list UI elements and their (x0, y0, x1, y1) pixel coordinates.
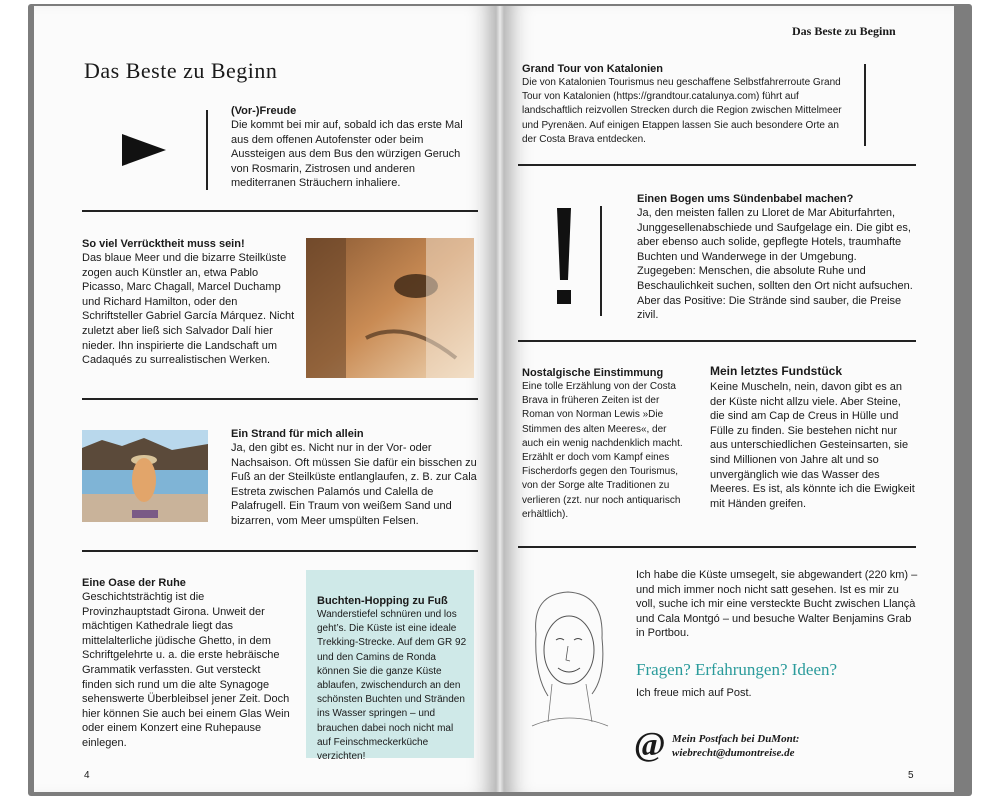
book-spine (496, 6, 504, 792)
section-heading: Einen Bogen ums Sündenbabel machen? (637, 193, 854, 205)
divider-vertical (206, 110, 208, 190)
beach-photo (82, 430, 208, 522)
right-page (504, 6, 954, 792)
section-heading: Ein Strand für mich allein (231, 428, 364, 440)
at-icon: @ (634, 726, 666, 763)
play-arrow-icon (122, 134, 166, 166)
tip-box (306, 570, 474, 763)
divider-vertical (864, 64, 866, 146)
section-text: Die kommt bei mir auf, sobald ich das erste Mal aus dem offenen Autofenster oder beim Aussteigen aus dem Bus den würzigen Geruch von Rosmarin, Zistrosen und anderen mediterranen Sträuchern inhaliere. (231, 119, 463, 190)
section-text: Eine tolle Erzählung von der Costa Brava in früheren Zeiten ist der Roman von Norman Lewis »Die Stimmen des alten Meeres«, der auch ein wenig nachdenklich macht. Erzählt er doch vom Kampf eines Fischerdorfs gegen den Tourismus, von der Sorge alte Traditionen zu verlieren (zzt. nur noch antiquarisch erhältlich). (522, 381, 683, 520)
author-text: Ich habe die Küste umsegelt, sie abgewandert (220 km) – und mich immer noch nicht satt gesehen. Ist es mir zu voll, suche ich mir eine versteckte Bucht zwischen Llançà und Cala Montgó – und besuche Walter Benjamins Grab in Portbou. (636, 569, 918, 640)
section-heading: So viel Verrücktheit muss sein! (82, 238, 245, 250)
section-text: Keine Muscheln, nein, davon gibt es an der Küste nicht allzu viele. Aber Steine, die sind am Cap de Creus in Hülle und Fülle zu finden. Sie bestehen nicht nur aus unterschiedlichen Gesteinsarten, sie sind Millionen von Jahre alt und so unvergänglich wie das Wasser des Meeres. Es ist, als könnte ich die Ewigkeit mit Händen greifen. (710, 381, 915, 510)
mail-label: Mein Postfach bei DuMont: (672, 733, 800, 745)
section-heading: Grand Tour von Katalonien (522, 63, 663, 75)
divider (518, 340, 916, 342)
divider (518, 164, 916, 166)
divider (82, 398, 478, 400)
section-text: Das blaue Meer und die bizarre Steilküste zogen auch Künstler an, etwa Pablo Picasso, Marc Chagall, Marcel Duchamp und Richard Hamilton, oder den Schriftsteller Gabriel García Márquez. Nicht zuletzt aber ließ sich Salvador Dalí hier nieder. Ihn inspirierte die Landschaft um Cadaqués zu surrealistischen Werken. (82, 252, 295, 367)
page-number: 4 (84, 770, 90, 781)
divider (82, 550, 478, 552)
divider (518, 546, 916, 548)
contact-reply: Ich freue mich auf Post. (636, 687, 752, 699)
dali-photo (306, 238, 474, 378)
section-heading: (Vor-)Freude (231, 105, 297, 117)
tip-heading: Buchten-Hopping zu Fuß (317, 595, 448, 607)
page-title: Das Beste zu Beginn (84, 58, 278, 83)
contact-question: Fragen? Erfahrungen? Ideen? (636, 660, 838, 679)
exclamation-icon (554, 208, 574, 308)
section-text: Geschichtsträchtig ist die Provinzhauptstadt Girona. Unweit der mächtigen Kathedrale liegt das mittelalterliche jüdische Ghetto, in dem Schriftgelehrte u. a. die erste hebräische Grammatik verfassten. Gut versteckt finden sich rund um die alte Synagoge sehenswerte Überbleibsel jener Zeit. Doch hier können Sie auch bei einem Glas Wein oder einem Konzert eine Ruhepause einlegen. (82, 591, 290, 749)
divider-vertical (600, 206, 602, 316)
tip-text: Wanderstiefel schnüren und los geht’s. Die Küste ist eine ideale Trekking-Strecke. Auf dem GR 92 und den Camins de Ronda können Sie die ganze Küste ablaufen, zwischendurch an den schönsten Buchten und Stränden ins Wasser springen – und brauchen dabei noch nicht mal auf Feinschmeckerküche verzichten! (317, 609, 467, 763)
left-page (34, 6, 496, 792)
section-text: Ja, den meisten fallen zu Lloret de Mar Abiturfahrten, Junggesellenabschiede und Saufgelage ein. Die gibt es, aber ebenso auch solide, gepflegte Hotels, traumhafte Buchten und Wanderwege in der Umgebung. Zugegeben: Menschen, die absolute Ruhe und Beschaulichkeit suchen, sollten den Ort nicht aufsuchen. Aber das Positive: Die Strände sind sauber, die Preise zivil. (637, 207, 913, 322)
section-heading: Eine Oase der Ruhe (82, 577, 186, 589)
mail-address[interactable]: wiebrecht@dumontreise.de (672, 747, 795, 759)
section-heading: Mein letztes Fundstück (710, 364, 843, 378)
section-text: Ja, den gibt es. Nicht nur in der Vor- oder Nachsaison. Oft müssen Sie dafür ein bisschen zu Fuß an der Steilküste entlanglaufen, z. B. zur Cala Estreta zwischen Palamós und Calella de Palafrugell. Ein Traum von weißem Sand und bizarren, vom Meer umspülten Felsen. (231, 442, 477, 527)
page-number: 5 (908, 770, 914, 781)
section-heading: Nostalgische Einstimmung (522, 367, 664, 379)
divider (82, 210, 478, 212)
section-text: Die von Katalonien Tourismus neu geschaffene Selbstfahrerroute Grand Tour von Katalonien (https://grandtour.catalunya.com) führt auf landschaftlich reizvollen Strecken durch die Region zwischen Mittelmeer und Pyrenäen. Auf einigen Etappen lassen Sie auch besondere Orte an der Costa Brava entdecken. (522, 77, 842, 145)
author-portrait (522, 584, 612, 734)
running-head: Das Beste zu Beginn (792, 24, 896, 38)
